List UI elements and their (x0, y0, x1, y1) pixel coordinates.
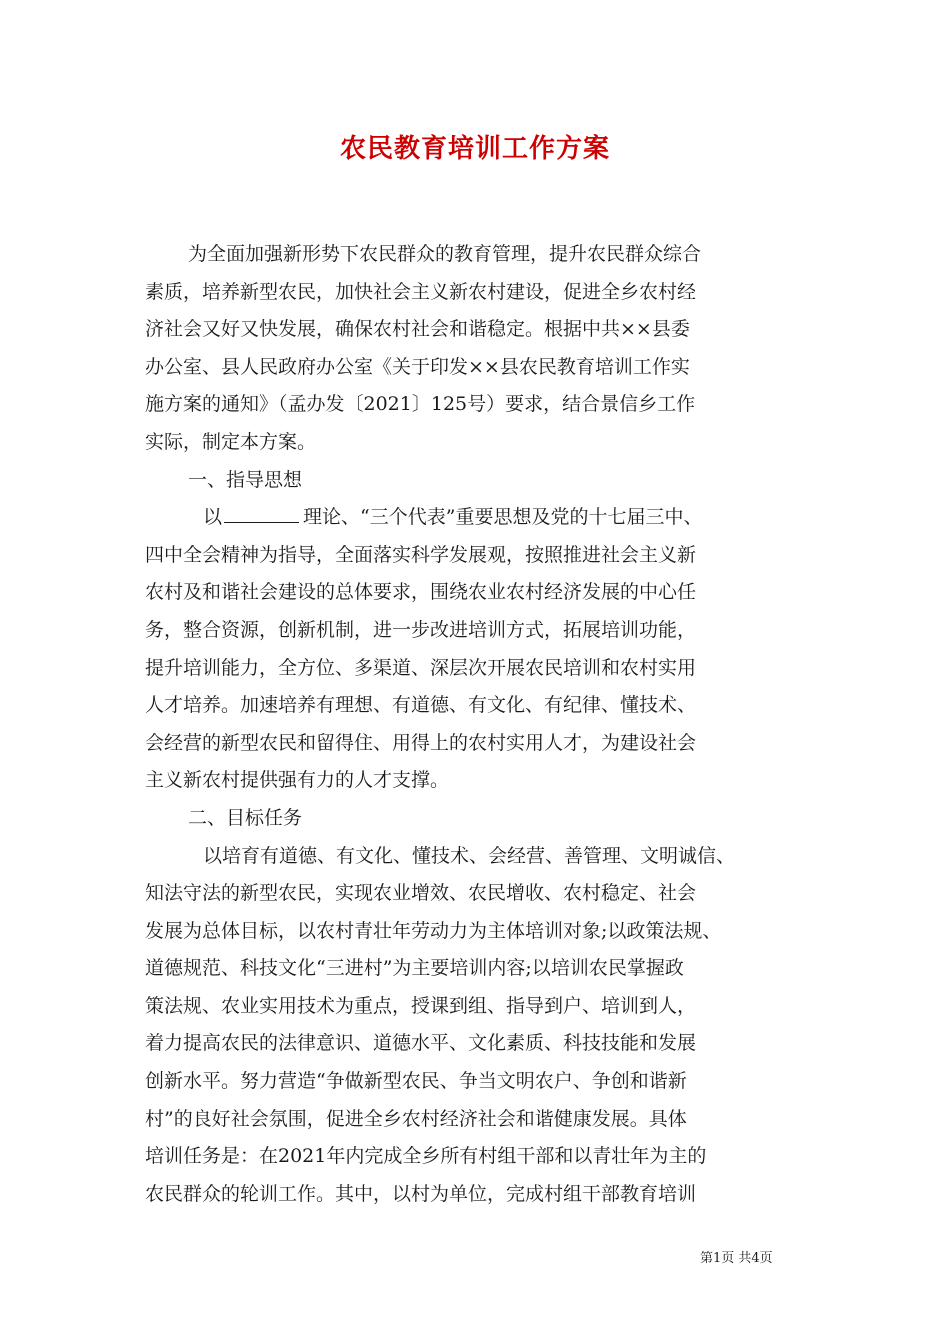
line-prefix: 以 (203, 506, 223, 529)
paragraph-line: 办公室、县人民政府办公室《关于印发××县农民教育培训工作实 (145, 355, 690, 378)
page-number: 第1页 共4页 (700, 1251, 773, 1266)
paragraph-line: 发展为总体目标，以农村青壮年劳动力为主体培训对象;以政策法规、 (145, 919, 722, 942)
paragraph-line: 着力提高农民的法律意识、道德水平、文化素质、科技技能和发展 (145, 1032, 697, 1055)
paragraph-line: 村”的良好社会氛围，促进全乡农村经济社会和谐健康发展。具体 (145, 1107, 687, 1130)
section-heading-guiding-ideology: 一、指导思想 (188, 468, 303, 491)
paragraph-line: 策法规、农业实用技术为重点，授课到组、指导到户、培训到人， (145, 994, 697, 1017)
document-body (145, 236, 810, 1213)
blank-underline (224, 502, 299, 523)
paragraph-line: 主义新农村提供强有力的人才支撑。 (145, 769, 450, 792)
paragraph-line: 施方案的通知》（孟办发〔2021〕125号）要求，结合景信乡工作 (145, 393, 696, 416)
paragraph-line: 实际，制定本方案。 (145, 430, 317, 453)
paragraph-line (145, 499, 810, 537)
paragraph-line: 济社会又好又快发展，确保农村社会和谐稳定。根据中共××县委 (145, 318, 690, 341)
paragraph-line: 知法守法的新型农民，实现农业增效、农民增收、农村稳定、社会 (145, 882, 697, 905)
paragraph-line: 四中全会精神为指导，全面落实科学发展观，按照推进社会主义新 (145, 543, 697, 566)
paragraph-line: 务，整合资源，创新机制，进一步改进培训方式，拓展培训功能， (145, 618, 697, 641)
paragraph-line: 素质，培养新型农民，加快社会主义新农村建设，促进全乡农村经 (145, 280, 697, 303)
line-suffix: 理论、“三个代表”重要思想及党的十七届三中、 (303, 506, 703, 529)
section-heading-goals-tasks: 二、目标任务 (188, 806, 303, 829)
paragraph-line: 提升培训能力，全方位、多渠道、深层次开展农民培训和农村实用 (145, 656, 697, 679)
paragraph-line: 以培育有道德、有文化、懂技术、会经营、善管理、文明诚信、 (203, 844, 736, 867)
paragraph-line: 农民群众的轮训工作。其中，以村为单位，完成村组干部教育培训 (145, 1182, 697, 1205)
paragraph-line: 农村及和谐社会建设的总体要求，围绕农业农村经济发展的中心任 (145, 581, 697, 604)
document-title: 农民教育培训工作方案 (339, 134, 610, 164)
paragraph-line: 会经营的新型农民和留得住、用得上的农村实用人才，为建设社会 (145, 731, 697, 754)
paragraph-line: 培训任务是：在2021年内完成全乡所有村组干部和以青壮年为主的 (145, 1145, 707, 1168)
paragraph-line: 创新水平。努力营造“争做新型农民、争当文明农户、争创和谐新 (145, 1070, 687, 1093)
paragraph-line: 人才培养。加速培养有理想、有道德、有文化、有纪律、懂技术、 (145, 694, 697, 717)
paragraph-line: 为全面加强新形势下农民群众的教育管理，提升农民群众综合 (188, 243, 702, 265)
paragraph-line: 道德规范、科技文化“三进村”为主要培训内容;以培训农民掌握政 (145, 957, 684, 980)
